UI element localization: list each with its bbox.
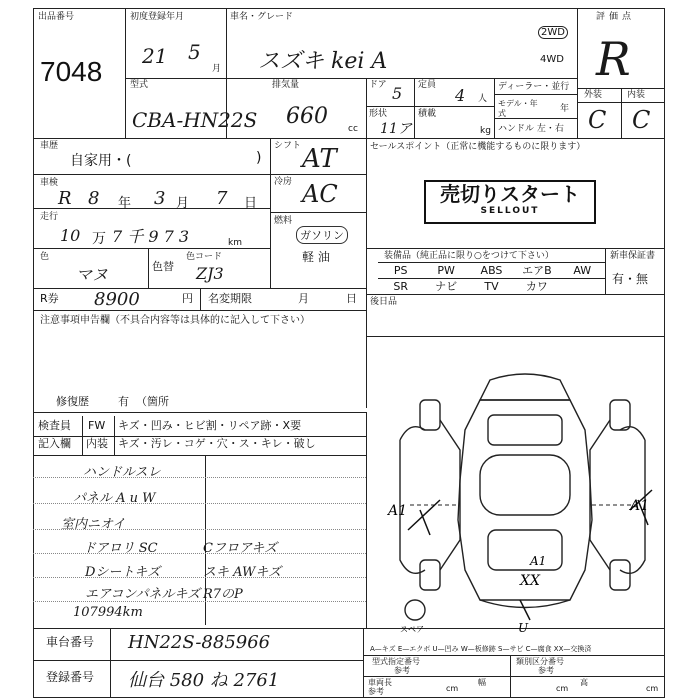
sellout-title: 売切りスタート: [440, 182, 580, 206]
divider: [494, 94, 577, 95]
divider: [33, 412, 366, 413]
divider: [366, 294, 665, 295]
insp-day: 7: [216, 188, 228, 209]
interior-text: キズ・汚レ・コゲ・穴・ス・キレ・破し: [118, 437, 316, 450]
handwritten-note: ドアロリ SC: [83, 541, 158, 556]
reg-month: 5: [188, 40, 201, 64]
drive-2wd: 2WD: [538, 26, 568, 39]
inspection-label: 車検: [40, 178, 59, 188]
height-cm: cm: [646, 684, 659, 693]
mileage-rest: 7 千 9 7 3: [112, 227, 190, 246]
note-rule: [33, 477, 366, 478]
post-label: 後日品: [370, 297, 398, 307]
divider: [125, 8, 126, 78]
recycle-value: 8900: [94, 289, 140, 310]
divider: [494, 118, 577, 119]
handwritten-note: ハンドルスレ: [83, 465, 161, 480]
model-year-label: モデル・年式: [498, 99, 538, 118]
divider: [363, 655, 665, 656]
doors-label: ドア: [369, 80, 387, 90]
insp-era: R: [58, 188, 72, 209]
divider: [577, 102, 665, 103]
equipment-label: 装備品（純正品に限り○をつけて下さい）: [384, 251, 554, 261]
color-value: マヌ: [76, 265, 109, 284]
new-warranty-label: 新車保証書: [610, 251, 656, 261]
capacity-label: 定員: [418, 80, 437, 90]
note-rule: [33, 503, 366, 504]
divider: [366, 138, 367, 408]
repair-yes: 有: [118, 395, 129, 408]
divider: [270, 212, 366, 213]
reg-no-label: 登録番号: [46, 670, 95, 684]
divider: [605, 248, 606, 294]
divider: [33, 138, 665, 139]
disp-label: 排気量: [272, 80, 300, 90]
class-label: 類別区分番号: [516, 657, 564, 666]
note-rule: [33, 577, 366, 578]
recycle-label: R券: [40, 292, 59, 305]
handwritten-note: スキ AWキズ: [203, 565, 282, 580]
sellout-stamp: [424, 180, 596, 224]
class-ref: 参考: [538, 666, 554, 675]
grade: R: [596, 32, 631, 86]
handwritten-note: 107994km: [73, 605, 143, 620]
approval-label: 型式指定番号: [372, 657, 420, 666]
inspector-label: 検査員: [38, 419, 71, 432]
length-ref: 参考: [368, 687, 384, 696]
equipment-item: カワ: [525, 280, 548, 293]
divider: [577, 8, 578, 138]
handwritten-note: Cフロアキズ: [203, 541, 278, 556]
person-unit: 人: [478, 94, 488, 104]
cc-unit: cc: [348, 124, 358, 134]
eval-label: 評価点: [596, 12, 636, 22]
shape-label: 形状: [369, 109, 388, 119]
divider: [33, 174, 366, 175]
history-paren: ): [256, 150, 262, 166]
approval-ref: 参考: [394, 666, 410, 675]
insp-year: 8: [88, 188, 100, 209]
fw-text: キズ・凹み・ヒビ割・リペア跡・X要: [118, 419, 302, 432]
shape: 11ア: [380, 121, 412, 137]
shift: AT: [302, 144, 337, 174]
reg-label: 初度登録年月: [130, 12, 185, 22]
doors: 5: [392, 84, 403, 103]
equipment-item: TV: [484, 280, 499, 293]
equipment-row-1: [378, 263, 605, 278]
capacity: 4: [455, 86, 466, 105]
lot-label: 出品番号: [38, 12, 75, 22]
ac: AC: [302, 180, 338, 208]
equipment-item: PW: [437, 264, 455, 277]
lot-number: 7048: [40, 56, 103, 87]
equipment-item: PS: [393, 264, 408, 277]
warranty-yes: 有・無: [612, 272, 649, 286]
handle-label: ハンドル 左・右: [498, 124, 564, 134]
color-label: 色: [40, 252, 50, 262]
model-code: CBA-HN22S: [132, 108, 258, 132]
equipment-item: エアB: [522, 264, 552, 277]
reg-no: 仙台 580 ね 2761: [128, 670, 280, 691]
model-label: 型式: [130, 80, 149, 90]
divider: [366, 248, 665, 249]
insp-day-unit: 日: [244, 196, 258, 211]
dealer-label: ディーラー・並行: [498, 82, 570, 92]
exterior-grade: C: [588, 106, 607, 134]
insp-year-unit: 年: [118, 196, 132, 211]
chassis-label: 車台番号: [46, 635, 95, 649]
mark-xx: XX: [520, 573, 540, 589]
chassis-no: HN22S-885966: [128, 632, 271, 653]
insp-month: 3: [154, 188, 166, 209]
history-label: 車歴: [40, 141, 59, 151]
deadline-label: 名変期限: [208, 292, 252, 305]
deadline-day: 日: [346, 292, 357, 305]
handwritten-notes: [33, 455, 366, 630]
deadline-month: 月: [298, 292, 309, 305]
handwritten-note: Dシートキズ: [85, 565, 161, 580]
interior-grade: C: [632, 106, 651, 134]
interior-text-label: 内装: [86, 437, 108, 450]
equipment-item: ABS: [480, 264, 503, 277]
note-rule: [33, 601, 366, 602]
length-cm: cm: [446, 684, 459, 693]
height-label: 高: [580, 678, 588, 687]
handwritten-note: パネル A u W: [73, 491, 156, 506]
notes-label: 注意事項申告欄（不具合内容等は具体的に記入して下さい）: [40, 315, 310, 326]
divider: [148, 248, 149, 288]
divider: [494, 78, 495, 138]
drive-4wd: 4WD: [540, 54, 564, 65]
divider: [114, 416, 115, 456]
divider: [366, 106, 494, 107]
load-label: 積載: [418, 109, 437, 119]
width-label: 幅: [478, 678, 486, 687]
divider: [366, 78, 367, 138]
mark-u: U: [518, 621, 529, 635]
record-label: 記入欄: [38, 437, 71, 450]
divider: [82, 416, 83, 456]
mileage-label: 走行: [40, 212, 59, 222]
year-unit: 年: [560, 104, 570, 114]
color-code-label: 色コード: [186, 252, 223, 262]
reg-year: 21: [142, 44, 168, 68]
divider: [270, 138, 271, 288]
divider: [33, 310, 366, 311]
divider: [621, 88, 622, 138]
insp-month-unit: 月: [176, 196, 190, 211]
shift-label: シフト: [274, 141, 302, 151]
equipment-row-2: [378, 279, 605, 294]
width-cm: cm: [556, 684, 569, 693]
month-unit: 月: [212, 64, 222, 74]
sales-point-label: セールスポイント（正常に機能するものに限ります）: [370, 142, 586, 152]
mark-a1-right: A1: [630, 498, 650, 514]
divider: [366, 412, 367, 628]
divider: [110, 628, 111, 698]
handwritten-note: R7のP: [203, 587, 243, 602]
km-unit: km: [228, 238, 242, 248]
repair-label: 修復歴: [56, 395, 89, 408]
equipment-item: AW: [573, 264, 592, 277]
equipment-item: ナビ: [435, 280, 458, 293]
divider: [363, 676, 665, 677]
history-value: 自家用・(: [70, 153, 132, 169]
divider: [125, 78, 577, 79]
divider: [414, 78, 415, 138]
car-damage-diagram: [380, 360, 665, 640]
sellout-sub: SELLOUT: [480, 206, 540, 216]
man-unit: 万: [92, 231, 106, 247]
interior-label: 内装: [627, 90, 646, 100]
car-name: スズキ kei A: [258, 49, 388, 74]
equipment-item: SR: [393, 280, 409, 293]
divider: [33, 660, 363, 661]
mark-a1-left: A1: [388, 503, 408, 519]
fuel-gas: ガソリン: [296, 226, 348, 244]
note-rule: [33, 553, 366, 554]
divider: [33, 248, 270, 249]
name-label: 車名・グレード: [230, 12, 294, 22]
handwritten-note: エアコンパネルキズ: [85, 587, 201, 602]
damage-legend: A—キズ E—エクボ U—凹み W—板修跡 S—サビ C—腐食 XX—交換済: [370, 645, 592, 653]
repair-place: （箇所: [136, 395, 169, 408]
ac-label: 冷房: [274, 177, 293, 187]
color-change-label: 色替: [152, 260, 174, 273]
mileage-man: 10: [60, 226, 81, 245]
handwritten-note: 室内ニオイ: [61, 517, 126, 532]
spare-label: スペア: [400, 625, 424, 634]
divider: [125, 78, 126, 138]
mark-a1-rear: A1: [530, 554, 547, 568]
kg-unit: kg: [480, 126, 491, 136]
divider: [200, 288, 201, 310]
length-label: 車両長: [368, 678, 392, 687]
fuel-label: 燃料: [274, 216, 293, 226]
fw-label: FW: [88, 419, 106, 432]
note-rule: [33, 529, 366, 530]
color-code: ZJ3: [196, 264, 224, 283]
divider: [366, 336, 665, 337]
divider: [363, 628, 364, 698]
exterior-label: 外装: [584, 90, 603, 100]
yen-unit: 円: [182, 292, 193, 305]
fuel-light: 軽 油: [302, 250, 330, 264]
displacement: 660: [286, 104, 328, 129]
